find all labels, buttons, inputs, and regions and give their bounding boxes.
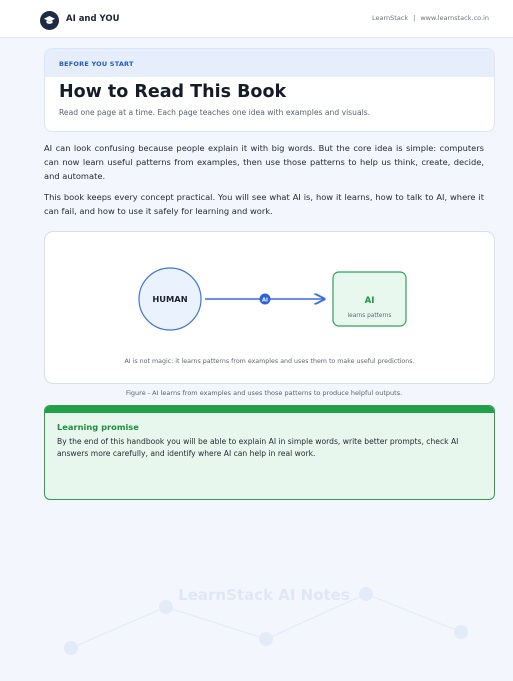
promise-title: Learning promise <box>57 422 139 432</box>
figure-note: AI is not magic: it learns patterns from examples and uses them to make useful predictions. <box>124 358 415 365</box>
learning-promise-card <box>44 405 495 500</box>
site-url-link[interactable]: www.learnstack.co.in <box>420 14 489 22</box>
section-eyebrow: BEFORE YOU START <box>59 60 134 68</box>
arrow-ai-badge <box>260 294 271 305</box>
brand-name: AI and YOU <box>66 14 120 24</box>
site-info <box>372 14 489 22</box>
watermark-text: LearnStack AI Notes <box>178 586 350 604</box>
body-paragraph-2: This book keeps every concept practical. You will see what AI is, how it learns, how to talk to AI, where it can fail, and how to use it safely for learning and work. <box>44 192 484 216</box>
intro-card <box>44 48 495 132</box>
site-name[interactable]: LearnStack <box>371 14 409 22</box>
ai-node-title: AI <box>364 296 375 306</box>
promise-accent-bar <box>45 406 494 413</box>
top-bar <box>0 0 513 38</box>
human-node <box>139 268 201 330</box>
figure-card <box>44 231 495 384</box>
arrow-badge-label: AI <box>262 297 268 304</box>
ai-node-subtitle: learns patterns <box>347 313 392 319</box>
promise-text: By the end of this handbook you will be able to explain AI in simple words, write better prompts, check AI answers more carefully, and identify where AI can help in real work. <box>57 437 459 458</box>
graduation-cap-icon <box>40 11 59 30</box>
ai-node <box>333 272 406 326</box>
page-subtitle: Read one page at a time. Each page teaches one idea with examples and visuals. <box>59 108 371 117</box>
page-title: How to Read This Book <box>59 82 287 102</box>
figure-caption: Figure - AI learns from examples and uses those patterns to produce helpful outputs. <box>125 389 403 397</box>
separator: | <box>413 14 416 22</box>
body-paragraph-1: AI can look confusing because people explain it with big words. But the core idea is simple: computers can now learn useful patterns from examples, then use those patterns to help us think, create, decide, and automate. <box>44 143 484 181</box>
watermark-decoration <box>0 560 513 670</box>
human-label: HUMAN <box>152 294 188 304</box>
